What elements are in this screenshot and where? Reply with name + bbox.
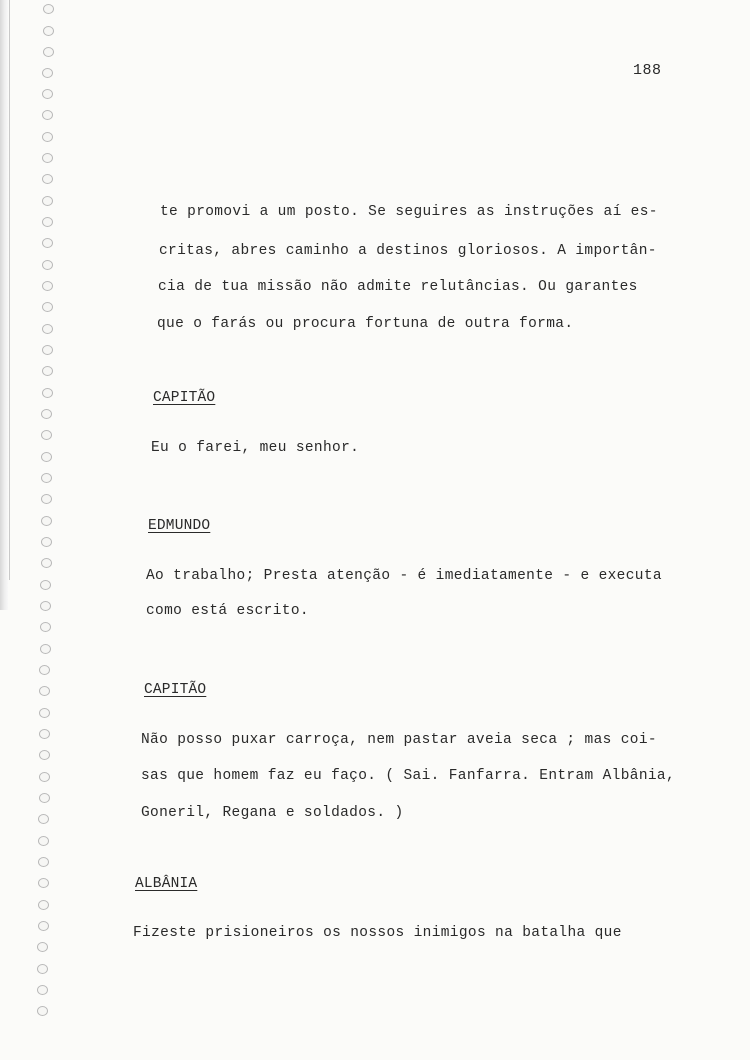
perforation-hole [43,26,54,36]
perforation-hole [42,68,53,78]
perforation-hole [42,238,53,248]
perforation-hole [39,686,50,696]
perforation-hole [42,196,53,206]
perforation-hole [41,494,52,504]
perforation-hole [43,47,54,57]
perforation-hole [42,366,53,376]
text-line: cia de tua missão não admite relutâncias. Ou garantes [158,279,638,295]
perforation-hole [39,750,50,760]
binding-line [9,0,10,580]
perforation-hole [41,558,52,568]
text-line: Ao trabalho; Presta atenção - é imediatamente - e executa [146,568,662,584]
speaker-name: EDMUNDO [148,518,211,534]
perforation-hole [42,324,53,334]
perforation-hole [39,729,50,739]
perforation-hole [39,708,50,718]
perforation-hole [40,601,51,611]
perforation-hole [38,900,49,910]
perforation-hole [42,89,53,99]
perforation-hole [40,622,51,632]
perforation-hole [38,836,49,846]
perforation-hole [41,537,52,547]
perforation-hole [37,1006,48,1016]
speaker-name: CAPITÃO [153,390,216,406]
perforation-hole [42,260,53,270]
text-line: Fizeste prisioneiros os nossos inimigos na batalha que [133,925,622,941]
binding-edge [0,0,8,610]
perforation-hole [39,772,50,782]
text-line: sas que homem faz eu faço. ( Sai. Fanfarra. Entram Albânia, [141,768,676,784]
perforation-hole [41,516,52,526]
perforation-hole [39,665,50,675]
perforation-hole [42,153,53,163]
perforation-hole [41,452,52,462]
perforation-hole [42,388,53,398]
perforation-hole [40,580,51,590]
perforation-hole [42,281,53,291]
perforation-hole [39,793,50,803]
perforation-hole [42,302,53,312]
perforation-hole [37,964,48,974]
text-line: critas, abres caminho a destinos gloriosos. A importân- [159,243,657,259]
perforation-hole [38,814,49,824]
perforation-hole [42,132,53,142]
speaker-name: CAPITÃO [144,682,207,698]
perforation-hole [42,174,53,184]
text-line: te promovi a um posto. Se seguires as instruções aí es- [160,204,658,220]
perforation-hole [37,985,48,995]
perforation-hole [43,4,54,14]
perforation-hole [37,942,48,952]
perforation-hole [42,345,53,355]
perforation-hole [41,473,52,483]
text-line: como está escrito. [146,603,309,619]
perforation-holes [30,0,60,1060]
text-line: Eu o farei, meu senhor. [151,440,360,456]
perforation-hole [41,409,52,419]
text-line: Não posso puxar carroça, nem pastar aveia seca ; mas coi- [141,732,657,748]
speaker-name: ALBÂNIA [135,876,198,892]
text-line: que o farás ou procura fortuna de outra forma. [157,316,574,332]
perforation-hole [38,921,49,931]
text-line: Goneril, Regana e soldados. ) [141,805,404,821]
perforation-hole [38,878,49,888]
perforation-hole [41,430,52,440]
perforation-hole [38,857,49,867]
perforation-hole [40,644,51,654]
perforation-hole [42,217,53,227]
page-number: 188 [633,62,662,79]
perforation-hole [42,110,53,120]
